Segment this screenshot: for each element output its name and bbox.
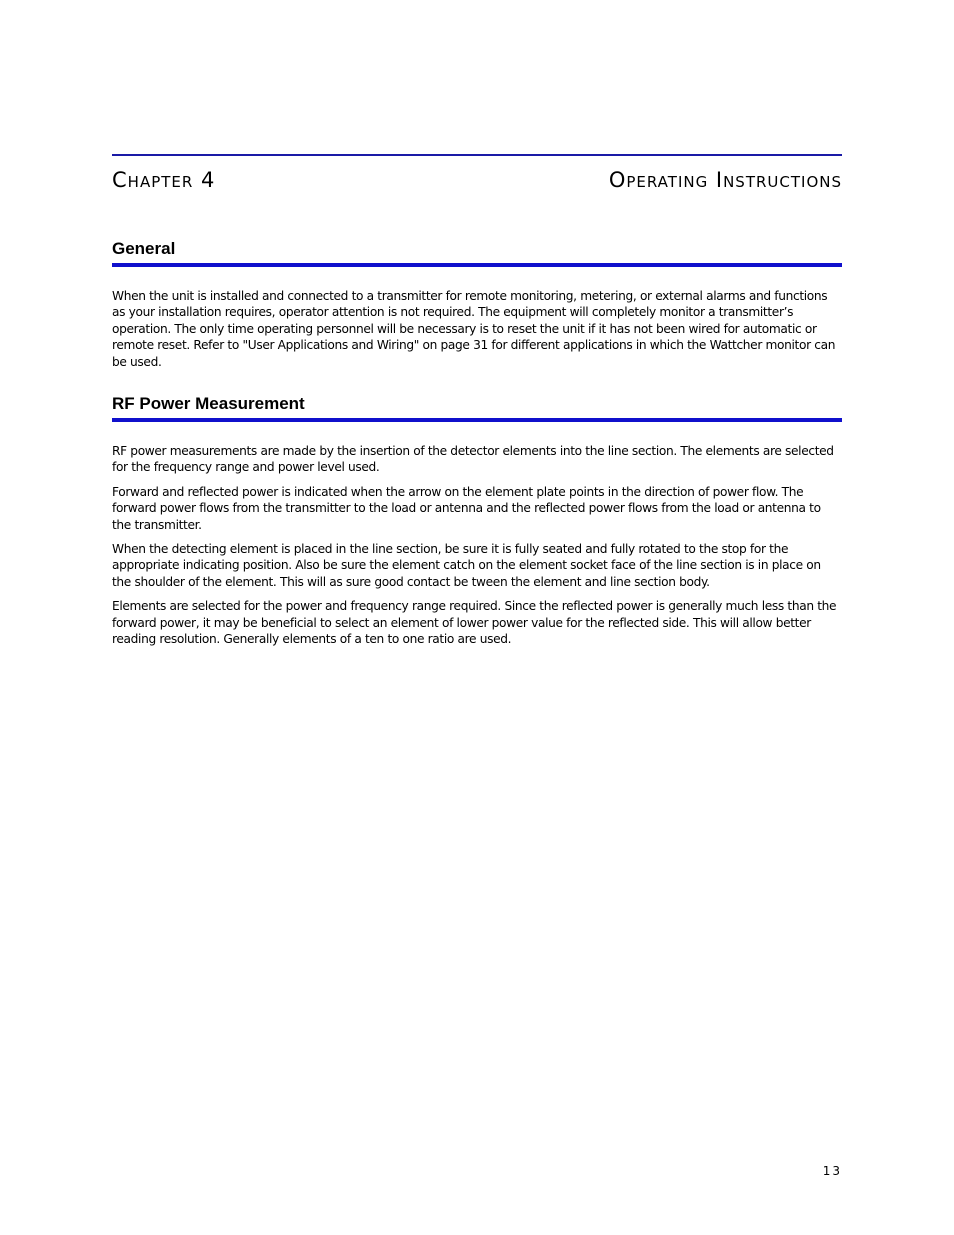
section-rule xyxy=(112,263,842,267)
section-rf-power-measurement xyxy=(112,393,842,647)
paragraph: When the unit is installed and connected to a transmitter for remote monitoring, metering, or external alarms and functions as your installation requires, operator attention is not required. The equipment will completely monitor a transmitter’s operation. The only time operating personnel will be necessary is to reset the unit if it has not been wired for automatic or remote reset. Refer to "User Applications and Wiring" on page 31 for different applications in which the Wattcher monitor can be used. xyxy=(112,289,836,369)
chapter-rule xyxy=(112,154,842,156)
paragraph: Forward and reflected power is indicated when the arrow on the element plate points in the direction of power flow. The forward power flows from the transmitter to the load or antenna and the reflected power flows from the load or antenna to the transmitter. xyxy=(112,484,821,532)
section-heading: RF Power Measurement xyxy=(112,394,305,413)
document-page xyxy=(112,0,842,1235)
chapter-number: Chapter 4 xyxy=(112,168,216,192)
paragraph: When the detecting element is placed in the line section, be sure it is fully seated and fully rotated to the stop for the appropriate indicating position. Also be sure the element catch on the element socket face of the line section is in place on the shoulder of the element. This will as sure good contact be tween the element and line section body. xyxy=(112,542,821,589)
section-heading: General xyxy=(112,239,176,258)
paragraph: RF power measurements are made by the insertion of the detector elements into the line section. The elements are selected for the frequency range and power level used. xyxy=(112,444,834,475)
section-rule xyxy=(112,418,842,422)
page-number: 13 xyxy=(822,1164,842,1178)
paragraph: Elements are selected for the power and frequency range required. Since the reflected power is generally much less than the forward power, it may be beneficial to select an element of lower power value for the reflected side. This will allow better reading resolution. Generally elements of a ten to one ratio are used. xyxy=(112,599,837,647)
chapter-title: Operating Instructions xyxy=(608,168,842,192)
section-general xyxy=(112,238,842,370)
chapter-header xyxy=(112,168,842,198)
